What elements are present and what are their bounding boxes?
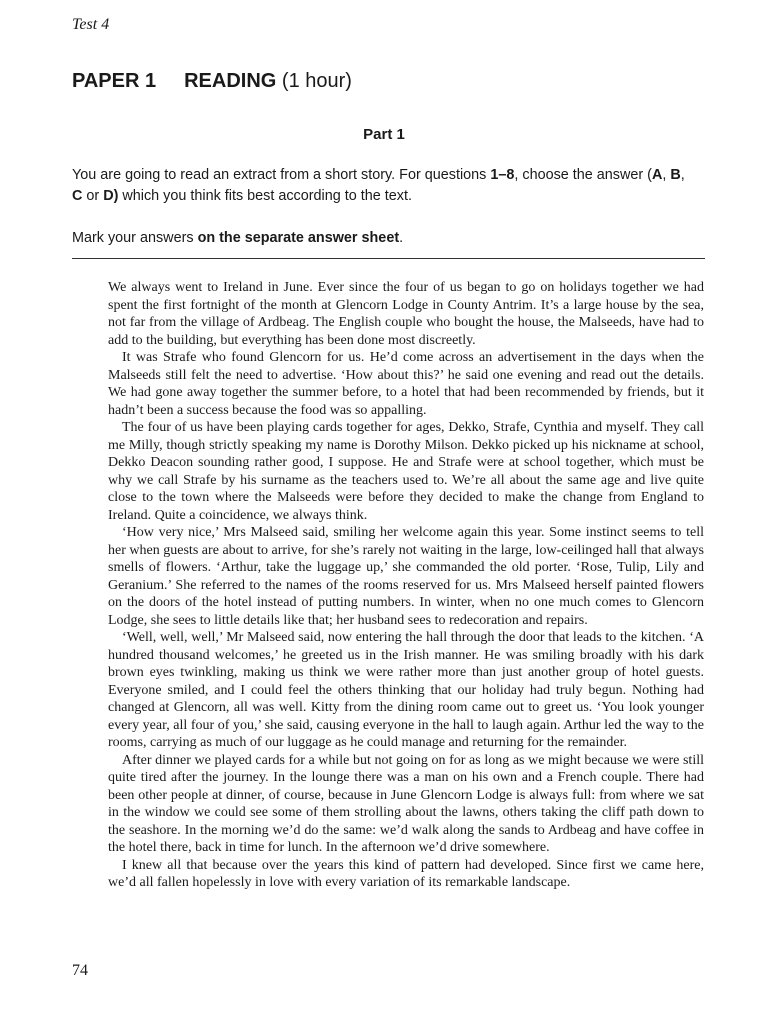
- instructions-text: You are going to read an extract from a short story. For questions: [72, 167, 491, 183]
- option-c: C: [72, 188, 83, 204]
- page-number: 74: [72, 962, 88, 979]
- story-paragraph: ‘How very nice,’ Mrs Malseed said, smiling her welcome again this year. Some instinct seems to tell her when guests are about to arrive, for she’s rarely not waiting in the large, low-ceilinged hall that always smells of flowers. ‘Arthur, take the luggage up,’ she commanded the old porter. ‘Rose, Tulip, Lily and Geranium.’ She referred to the names of the rooms reserved for us. Mrs Malseed herself painted flowers on the doors of the hotel instead of putting numbers. In winter, when no one much comes to Glencorn Lodge, she sees to little details like that; her husband sees to redecoration and repairs.: [108, 525, 704, 628]
- mark-answers-text: .: [399, 230, 404, 246]
- option-a: A: [651, 167, 663, 183]
- story-paragraph: I knew all that because over the years this kind of pattern had developed. Since first we came here, we’d all fallen hopelessly in love with every variation of its remarkable landscape.: [108, 857, 704, 890]
- instructions: [72, 165, 712, 207]
- section-name: READING: [184, 70, 277, 92]
- question-range: 1–8: [490, 167, 515, 183]
- paper-number: PAPER 1: [72, 70, 157, 92]
- story-paragraph: We always went to Ireland in June. Ever since the four of us began to go on holidays together we had spent the first fortnight of the month at Glencorn Lodge in County Antrim. It’s a large house by the sea, not far from the village of Ardbeag. The English couple who bought the house, the Malseeds, have had to add to the building, but everything has been done most discreetly.: [108, 280, 704, 348]
- story-extract: [108, 279, 704, 892]
- option-d: D): [103, 188, 119, 204]
- test-label: Test 4: [72, 16, 110, 33]
- instructions-text: or: [82, 188, 104, 204]
- instructions-text: , choose the answer (: [514, 167, 652, 183]
- answer-sheet-emphasis: on the separate answer sheet: [197, 230, 400, 246]
- story-paragraph: It was Strafe who found Glencorn for us. He’d come across an advertisement in the days when the Malseeds still felt the need to advertise. ‘How about this?’ he said one evening and read out the details. We had gone away together the summer before, to a hotel that had been recommended by friends, but it hadn’t been a success because the food was so appalling.: [108, 350, 704, 418]
- divider-rule: [72, 258, 705, 259]
- separator: ,: [680, 167, 685, 183]
- story-paragraph: After dinner we played cards for a while but not going on for as long as we might because we were still quite tired after the journey. In the lounge there was a man on his own and a French couple. There had been other people at dinner, of course, because in June Glencorn Lodge is always full: from where we sat in the window we could see some of them strolling about the lawns, others taking the cliff path down to the seashore. In the morning we’d do the same: we’d walk along the sands to Ardbeag and have coffee in the hotel there, back in time for lunch. In the afternoon we’d drive somewhere.: [108, 752, 704, 855]
- duration: (1 hour): [281, 70, 352, 92]
- mark-answers-text: Mark your answers: [72, 230, 198, 246]
- story-paragraph: The four of us have been playing cards together for ages, Dekko, Strafe, Cynthia and myself. They call me Milly, though strictly speaking my name is Dorothy Milson. Dekko picked up his nickname at school, Dekko Deacon sounding rather good, I suppose. He and Strafe were at school together, which must be why we call Strafe by his surname as the teachers used to. We’re all about the same age and live quite close to the town where the Malseeds were before they decided to make the change from England to Ireland. Quite a coincidence, we always think.: [108, 420, 704, 523]
- mark-answers-instruction: [72, 228, 712, 249]
- story-paragraph: ‘Well, well, well,’ Mr Malseed said, now entering the hall through the door that leads to the kitchen. ‘A hundred thousand welcomes,’ he greeted us in the Irish manner. He was smiling broadly with his dark brown eyes twinkling, making us think we were rather more than just another group of hotel guests. Everyone smiled, and I could feel the others thinking that our holiday had truly begun. Nothing had changed at Glencorn, all was well. Kitty from the dining room came out to greet us. ‘You look younger every year, all four of you,’ she said, causing everyone in the hall to laugh again. Arthur led the way to the rooms, carrying as much of our luggage as he could manage and returning for the remainder.: [108, 630, 704, 750]
- separator: ,: [662, 167, 671, 183]
- paper-title: [72, 70, 352, 93]
- option-b: B: [670, 167, 681, 183]
- part-title: Part 1: [363, 126, 405, 143]
- instructions-text: which you think fits best according to the text.: [118, 188, 412, 204]
